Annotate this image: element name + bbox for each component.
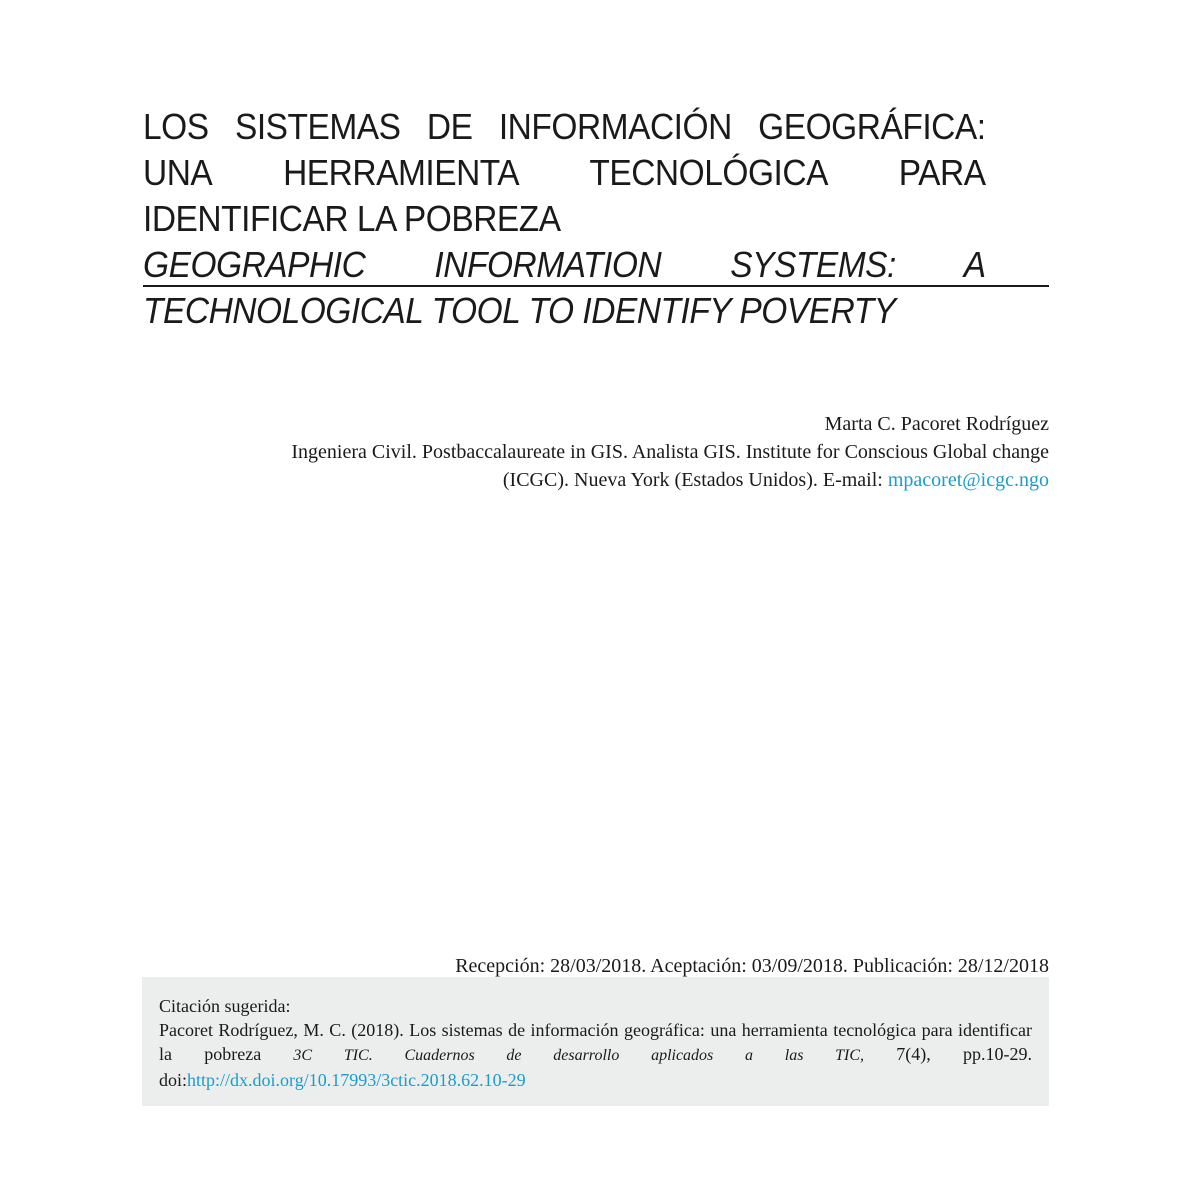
citation-body	[159, 1018, 1032, 1092]
citation-journal: 3C TIC. Cuadernos de desarrollo aplicados a las TIC,	[293, 1047, 865, 1064]
citation-box	[142, 977, 1049, 1106]
title-english: GEOGRAPHIC INFORMATION SYSTEMS: A TECHNOLOGICAL TOOL TO IDENTIFY POVERTY	[143, 244, 986, 331]
author-block	[149, 410, 1049, 494]
title-spanish: LOS SISTEMAS DE INFORMACIÓN GEOGRÁFICA: UNA HERRAMIENTA TECNOLÓGICA PARA IDENTIFICAR LA POBREZA	[143, 106, 986, 239]
publication-dates: Recepción: 28/03/2018. Aceptación: 03/09/2018. Publicación: 28/12/2018	[455, 955, 1049, 977]
author-affiliation-text: (ICGC). Nueva York (Estados Unidos). E-mail:	[502, 469, 883, 491]
author-affiliation-line2	[149, 466, 1049, 494]
citation-heading: Citación sugerida:	[159, 996, 291, 1016]
citation-text-after: 7(4), pp.10-29. doi:	[159, 1044, 1033, 1090]
author-email-link[interactable]: mpacoret@icgc.ngo	[887, 469, 1049, 491]
author-name: Marta C. Pacoret Rodríguez	[824, 413, 1049, 435]
citation-doi-link[interactable]: http://dx.doi.org/10.17993/3ctic.2018.62.10-29	[187, 1070, 526, 1090]
title-divider	[143, 285, 1049, 287]
article-title	[143, 104, 986, 334]
author-affiliation-line1: Ingeniera Civil. Postbaccalaureate in GIS. Analista GIS. Institute for Conscious Global change	[291, 441, 1049, 463]
citation-text-before: Pacoret Rodríguez, M. C. (2018). Los sistemas de información geográfica: una herramienta tecnológica para identificar la pobreza	[159, 1020, 1032, 1064]
